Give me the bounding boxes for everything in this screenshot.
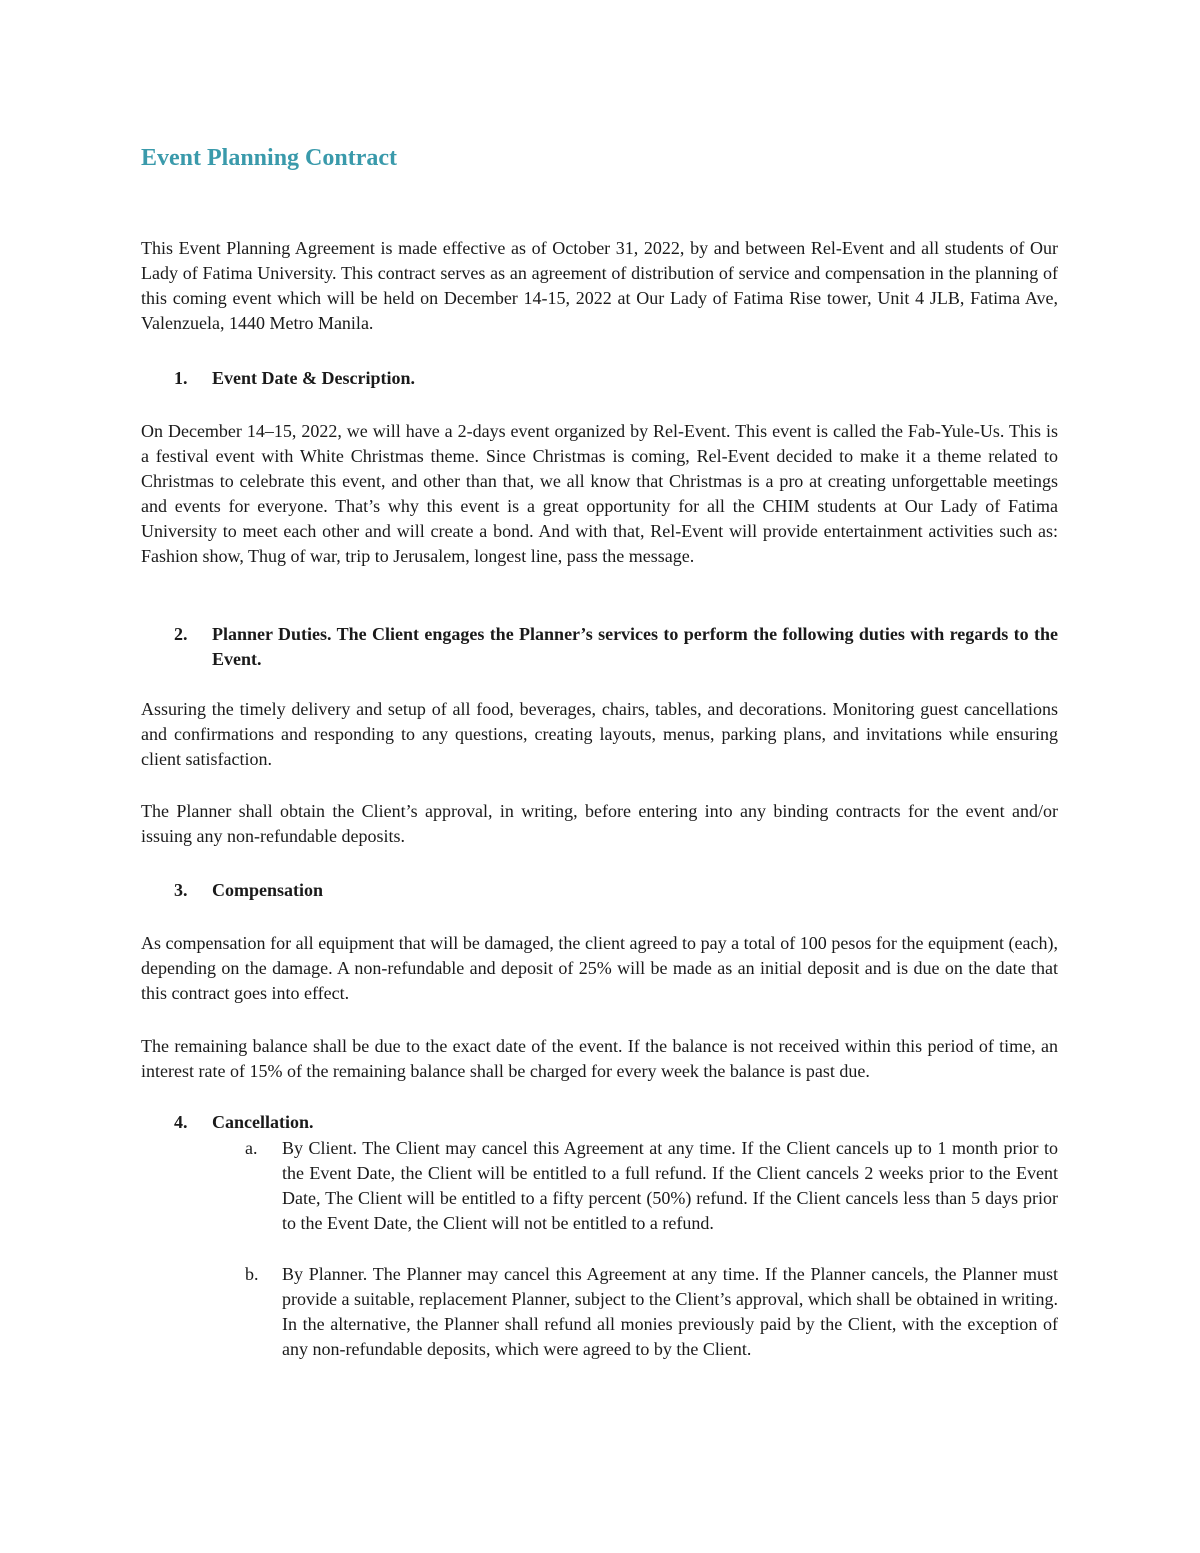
event-description-paragraph: On December 14–15, 2022, we will have a 2-days event organized by Rel-Event. This event is called the Fab-Yule-Us. This is a festival event with White Christmas theme. Since Christmas is coming, Rel-Event decided to make it a theme related to Christmas to celebrate this event, and other than that, we all know that Christmas is a pro at creating unforgettable meetings and events for everyone. That’s why this event is a great opportunity for all the CHIM students at Our Lady of Fatima University to meet each other and will create a bond. And with that, Rel-Event will provide entertainment activities such as: Fashion show, Thug of war, trip to Jerusalem, longest line, pass the message. <box>141 421 1058 566</box>
planner-duties-paragraph: Assuring the timely delivery and setup of all food, beverages, chairs, tables, and decorations. Monitoring guest cancellations and confirmations and responding to any questions, creating layouts, menus, parking plans, and invitations while ensuring client satisfaction. <box>141 699 1058 769</box>
section-heading-text: Compensation <box>212 880 324 900</box>
section-heading-event-date <box>141 366 1058 391</box>
section-heading-planner-duties <box>141 622 1058 672</box>
list-item-text: By Client. The Client may cancel this Agreement at any time. If the Client cancels up to 1 month prior to the Event Date, the Client will be entitled to a full refund. If the Client cancels 2 weeks prior to the Event Date, The Client will be entitled to a fifty percent (50%) refund. If the Client cancels less than 5 days prior to the Event Date, the Client will not be entitled to a refund. <box>282 1138 1058 1233</box>
document-title: Event Planning Contract <box>141 145 398 171</box>
cancellation-item-planner <box>141 1262 1058 1362</box>
section-number: 2. <box>174 624 188 644</box>
section-number: 1. <box>174 368 188 388</box>
section-heading-compensation <box>141 878 1058 903</box>
section-number: 4. <box>174 1112 188 1132</box>
list-item-text: By Planner. The Planner may cancel this Agreement at any time. If the Planner cancels, the Planner must provide a suitable, replacement Planner, subject to the Client’s approval, which shall be obtained in writing. In the alternative, the Planner shall refund all monies previously paid by the Client, with the exception of any non-refundable deposits, which were agreed to by the Client. <box>282 1264 1058 1359</box>
section-heading-cancellation <box>141 1110 1058 1135</box>
compensation-paragraph: As compensation for all equipment that will be damaged, the client agreed to pay a total of 100 pesos for the equipment (each), depending on the damage. A non-refundable and deposit of 25% will be made as an initial deposit and is due on the date that this contract goes into effect. <box>141 933 1058 1003</box>
list-item-letter: a. <box>245 1138 258 1158</box>
section-heading-text: Planner Duties. The Client engages the Planner’s services to perform the following duties with regards to the Event. <box>212 624 1058 669</box>
cancellation-item-client <box>141 1136 1058 1236</box>
list-item-letter: b. <box>245 1264 259 1284</box>
remaining-balance-paragraph: The remaining balance shall be due to the exact date of the event. If the balance is not received within this period of time, an interest rate of 15% of the remaining balance shall be charged for every week the balance is past due. <box>141 1036 1058 1081</box>
section-number: 3. <box>174 880 188 900</box>
intro-paragraph: This Event Planning Agreement is made effective as of October 31, 2022, by and between Rel-Event and all students of Our Lady of Fatima University. This contract serves as an agreement of distribution of service and compensation in the planning of this coming event which will be held on December 14-15, 2022 at Our Lady of Fatima Rise tower, Unit 4 JLB, Fatima Ave, Valenzuela, 1440 Metro Manila. <box>141 238 1058 333</box>
section-heading-text: Cancellation. <box>212 1112 314 1132</box>
planner-approval-paragraph: The Planner shall obtain the Client’s approval, in writing, before entering into any binding contracts for the event and/or issuing any non-refundable deposits. <box>141 801 1058 846</box>
section-heading-text: Event Date & Description. <box>212 368 415 388</box>
